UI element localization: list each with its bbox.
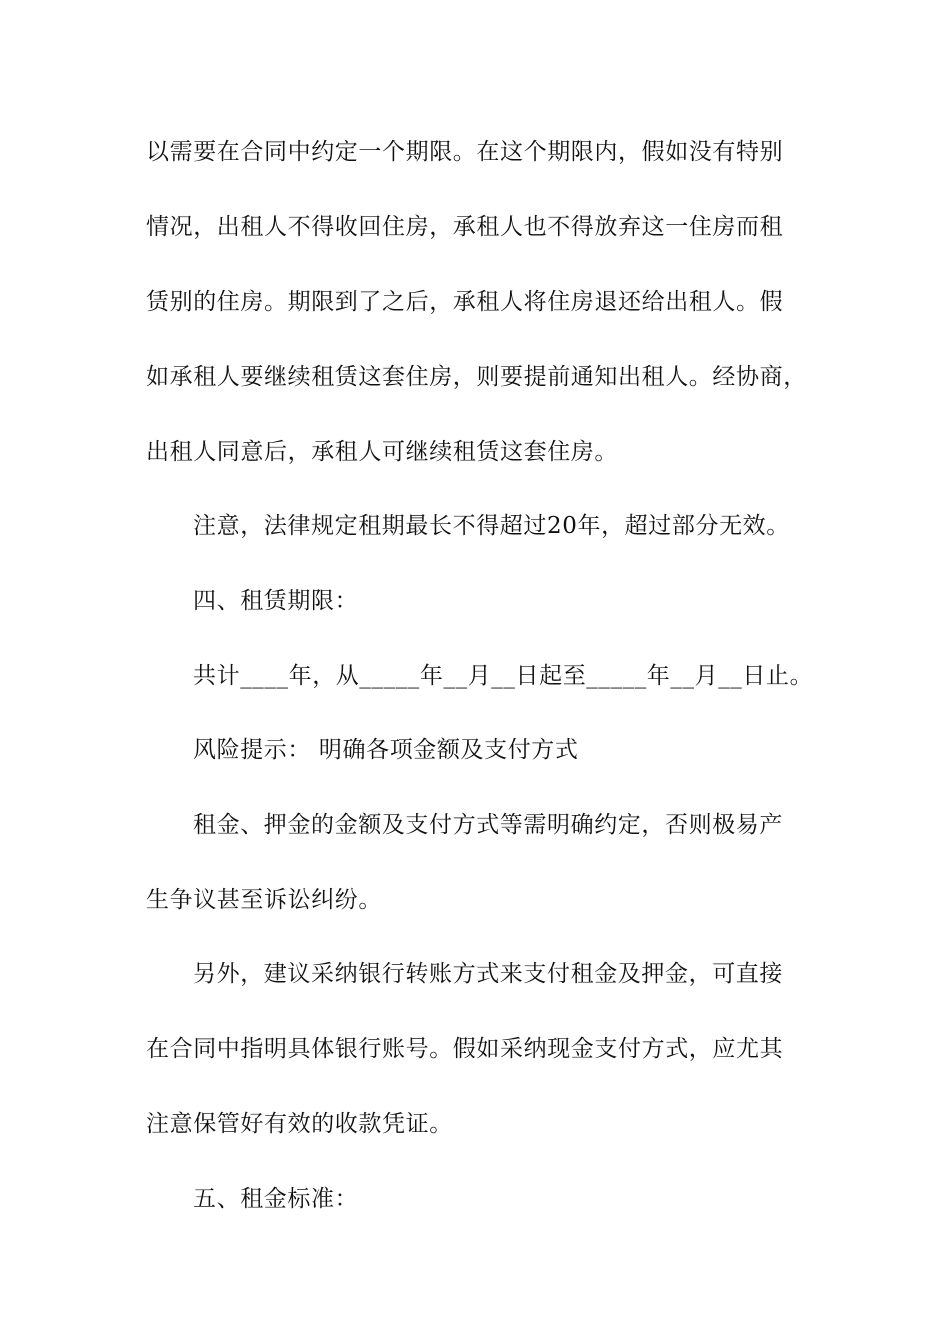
paragraph-line: 如承租人要继续租赁这套住房，则要提前通知出租人。经协商，	[146, 364, 807, 390]
risk-notice-heading: 风险提示： 明确各项金额及支付方式	[193, 737, 579, 763]
lease-term-blank-line: 共计____年，从_____年__月__日起至_____年__月__日止。	[193, 663, 814, 689]
note-line: 注意，法律规定租期最长不得超过20年，超过部分无效。	[193, 513, 790, 539]
paragraph-line: 赁别的住房。期限到了之后，承租人将住房退还给出租人。假	[146, 289, 784, 315]
paragraph-line: 在合同中指明具体银行账号。假如采纳现金支付方式，应尤其	[146, 1036, 784, 1062]
paragraph-line: 租金、押金的金额及支付方式等需明确约定，否则极易产	[193, 812, 783, 838]
section-heading-lease-term: 四、租赁期限：	[193, 588, 359, 614]
paragraph-line: 出租人同意后，承租人可继续租赁这套住房。	[146, 439, 618, 465]
paragraph-line: 另外，建议采纳银行转账方式来支付租金及押金，可直接	[193, 961, 783, 987]
paragraph-line: 以需要在合同中约定一个期限。在这个期限内，假如没有特别	[146, 139, 784, 165]
section-heading-rent-standard: 五、租金标准：	[193, 1186, 359, 1212]
paragraph-line: 情况，出租人不得收回住房，承租人也不得放弃这一住房而租	[146, 214, 784, 240]
paragraph-line: 生争议甚至诉讼纠纷。	[146, 887, 382, 913]
paragraph-line: 注意保管好有效的收款凭证。	[146, 1111, 453, 1137]
